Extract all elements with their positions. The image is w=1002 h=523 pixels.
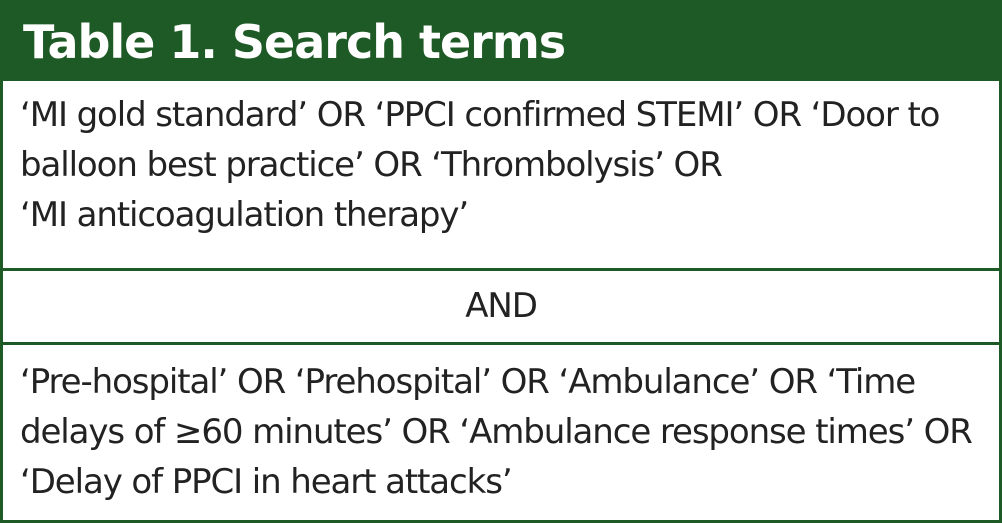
table-row bbox=[3, 345, 999, 520]
table-title: Table 1. Search terms bbox=[23, 15, 566, 69]
search-term-line: balloon best practice’ OR ‘Thrombolysis’ OR bbox=[20, 145, 722, 185]
search-term-line: delays of ≥60 minutes’ OR ‘Ambulance response times’ OR bbox=[20, 412, 972, 452]
table-row bbox=[3, 271, 999, 342]
search-term-line: ‘Delay of PPCI in heart attacks’ bbox=[20, 462, 512, 502]
search-term-line: ‘MI gold standard’ OR ‘PPCI confirmed STEMI’ OR ‘Door to bbox=[20, 95, 940, 135]
table-row bbox=[3, 81, 999, 269]
search-term-line: ‘Pre-hospital’ OR ‘Prehospital’ OR ‘Ambulance’ OR ‘Time bbox=[20, 362, 916, 402]
search-term-line: ‘MI anticoagulation therapy’ bbox=[20, 195, 469, 235]
table-header bbox=[3, 3, 999, 81]
boolean-operator: AND bbox=[465, 286, 537, 326]
